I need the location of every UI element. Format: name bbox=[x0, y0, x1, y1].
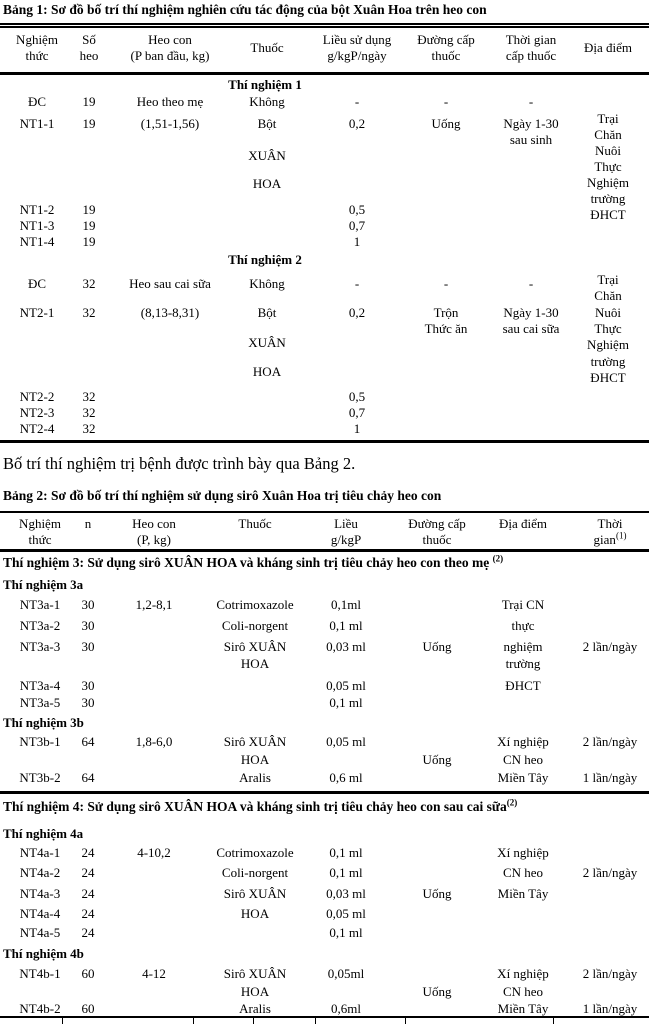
table-cell: heo bbox=[79, 48, 99, 63]
table-cell: 0,03 ml bbox=[326, 886, 366, 901]
table-cell: 0,03 ml bbox=[326, 639, 366, 654]
column-border-tick bbox=[405, 1018, 406, 1024]
table-cell: NT3a-5 bbox=[19, 695, 61, 710]
table-cell: Nghiệm bbox=[19, 516, 61, 531]
table-cell: NT1-3 bbox=[19, 218, 55, 233]
table-cell: NT4a-4 bbox=[19, 906, 61, 921]
table-cell: Xí nghiệp bbox=[497, 966, 549, 981]
table-cell: 0,1ml bbox=[331, 597, 361, 612]
column-border-tick bbox=[315, 1018, 316, 1024]
table-cell: 19 bbox=[82, 234, 96, 249]
table-cell: Xí nghiệp bbox=[497, 845, 549, 860]
table-cell: 19 bbox=[82, 202, 96, 217]
column-border-tick bbox=[62, 1018, 63, 1024]
table-cell: 1 bbox=[353, 421, 361, 436]
table-cell: Không bbox=[249, 94, 285, 109]
table-cell: Heo theo mẹ bbox=[136, 94, 204, 109]
table-cell: sau sinh bbox=[509, 132, 553, 147]
table-cell: trường bbox=[590, 354, 626, 369]
table-cell: 32 bbox=[82, 276, 96, 291]
table-cell: 0,05 ml bbox=[326, 678, 366, 693]
table-cell: - bbox=[528, 94, 534, 109]
table-cell: 64 bbox=[81, 770, 95, 785]
table-cell: cấp thuốc bbox=[505, 48, 557, 63]
table-cell: 1 bbox=[353, 234, 361, 249]
column-border-tick bbox=[553, 1018, 554, 1024]
table-cell: 0,5 bbox=[348, 202, 366, 217]
table-cell: Đường cấp bbox=[408, 516, 466, 531]
table-cell: trường bbox=[590, 191, 626, 206]
table-cell: NT2-3 bbox=[19, 405, 55, 420]
table-cell: 2 lần/ngày bbox=[582, 865, 638, 880]
table-cell: 19 bbox=[82, 218, 96, 233]
table-cell: Liều bbox=[334, 516, 358, 531]
table-cell: n bbox=[84, 516, 92, 531]
table-cell: Liều sử dụng bbox=[322, 32, 392, 47]
table-cell: 60 bbox=[81, 966, 95, 981]
table-cell: Coli-norgent bbox=[221, 618, 289, 633]
table-cell: ĐHCT bbox=[590, 207, 626, 222]
table-cell: HOA bbox=[252, 176, 282, 191]
table-cell: 0,7 bbox=[348, 405, 366, 420]
table-cell: 0,6ml bbox=[331, 1001, 361, 1016]
table-cell: Thức ăn bbox=[424, 321, 468, 336]
table-cell: NT4a-1 bbox=[19, 845, 61, 860]
table-cell: Thực bbox=[594, 321, 622, 336]
table-cell: Nuôi bbox=[595, 143, 621, 158]
table-cell: 30 bbox=[81, 618, 95, 633]
table-cell: 30 bbox=[81, 678, 95, 693]
table-cell: Chăn bbox=[594, 288, 622, 303]
table-cell: Trại CN bbox=[501, 597, 545, 612]
table-cell: NT3a-4 bbox=[19, 678, 61, 693]
table-cell: ĐC bbox=[27, 276, 47, 291]
body-paragraph: Bố trí thí nghiệm trị bệnh được trình bày qua Bảng 2. bbox=[3, 454, 356, 473]
table-cell: Heo con bbox=[132, 516, 176, 531]
table-cell: - bbox=[443, 94, 449, 109]
table-cell: nghiệm bbox=[503, 639, 543, 654]
table-cell: thức bbox=[28, 532, 52, 547]
table-cell: Xí nghiệp bbox=[497, 734, 549, 749]
table-cell: 0,1 ml bbox=[329, 865, 363, 880]
table-cell: 19 bbox=[82, 94, 96, 109]
table-cell: NT4b-1 bbox=[19, 966, 61, 981]
table-cell: gian$^{(1)}$ bbox=[593, 530, 627, 547]
table-cell: 60 bbox=[81, 1001, 95, 1016]
table-rule bbox=[0, 791, 649, 794]
table-cell: Thuốc bbox=[238, 516, 272, 531]
table-cell: Nghiệm bbox=[587, 175, 629, 190]
table-cell: Thời bbox=[597, 516, 623, 531]
table-cell: HOA bbox=[240, 752, 270, 767]
table-rule bbox=[0, 1016, 649, 1018]
table-cell: trường bbox=[505, 656, 541, 671]
table-cell: - bbox=[354, 276, 360, 291]
table-cell: 19 bbox=[82, 116, 96, 131]
table-cell: Ngày 1-30 bbox=[503, 116, 559, 131]
table-cell: NT3a-3 bbox=[19, 639, 61, 654]
table2-title: Bảng 2: Sơ đồ bố trí thí nghiệm sử dụng sirô Xuân Hoa trị tiêu chảy heo con bbox=[3, 488, 442, 503]
table-cell: XUÂN bbox=[248, 148, 286, 163]
subsection-title: Thí nghiệm 3a bbox=[3, 577, 84, 592]
table-cell: ĐC bbox=[27, 94, 47, 109]
table-cell: 32 bbox=[82, 421, 96, 436]
table-cell: sau cai sữa bbox=[502, 321, 560, 336]
table-cell: 0,2 bbox=[348, 305, 366, 320]
table-cell: Nghiệm bbox=[587, 337, 629, 352]
table-cell: NT3a-1 bbox=[19, 597, 61, 612]
table-cell: g/kgP bbox=[330, 532, 362, 547]
subsection-title: Thí nghiệm 4b bbox=[3, 946, 84, 961]
table-cell: Địa điểm bbox=[583, 40, 633, 55]
table-cell: Trại bbox=[597, 111, 619, 126]
table-cell: (1,51-1,56) bbox=[140, 116, 200, 131]
table-cell: 0,05 ml bbox=[326, 734, 366, 749]
table-cell: Trộn bbox=[433, 305, 459, 320]
table-cell: g/kgP/ngày bbox=[327, 48, 387, 63]
table-cell: HOA bbox=[240, 656, 270, 671]
table-cell: Trại bbox=[597, 272, 619, 287]
table-cell: Aralis bbox=[239, 1001, 271, 1016]
table-cell: thức bbox=[25, 48, 49, 63]
table-cell: 0,05ml bbox=[327, 966, 365, 981]
table1-title: Bảng 1: Sơ đồ bố trí thí nghiệm nghiên cứu tác động của bột Xuân Hoa trên heo con bbox=[3, 2, 487, 17]
table-cell: HOA bbox=[240, 906, 270, 921]
table-cell: 24 bbox=[81, 845, 95, 860]
table-cell: NT3b-1 bbox=[19, 734, 61, 749]
table-cell: Uống bbox=[422, 752, 452, 767]
table-cell: 64 bbox=[81, 734, 95, 749]
table-cell: 24 bbox=[81, 886, 95, 901]
table-cell: - bbox=[528, 276, 534, 291]
table-cell: 24 bbox=[81, 925, 95, 940]
section-title: Thí nghiệm 1 bbox=[228, 77, 302, 92]
table-cell: NT2-2 bbox=[19, 389, 55, 404]
table-cell: Heo sau cai sữa bbox=[129, 276, 211, 291]
table-cell: 30 bbox=[81, 597, 95, 612]
table-cell: CN heo bbox=[502, 752, 544, 767]
section-title: Thí nghiệm 2 bbox=[228, 252, 302, 267]
table-cell: Uống bbox=[431, 116, 461, 131]
table-cell: NT1-1 bbox=[19, 116, 55, 131]
table-cell: Miền Tây bbox=[497, 770, 549, 785]
table-cell: HOA bbox=[252, 364, 282, 379]
table-cell: NT3b-2 bbox=[19, 770, 61, 785]
table-cell: Ngày 1-30 bbox=[503, 305, 559, 320]
section-title: Thí nghiệm 3: Sử dụng sirô XUÂN HOA và kháng sinh trị tiêu chảy heo con theo mẹ $^{(2)}$ bbox=[3, 553, 504, 570]
table-cell: 0,1 ml bbox=[329, 925, 363, 940]
table-cell: 0,5 bbox=[348, 389, 366, 404]
table-cell: Thực bbox=[594, 159, 622, 174]
column-border-tick bbox=[193, 1018, 194, 1024]
column-border-tick bbox=[253, 1018, 254, 1024]
table-cell: ĐHCT bbox=[505, 678, 541, 693]
table-cell: (P ban đầu, kg) bbox=[130, 48, 210, 63]
table-cell: 0,1 ml bbox=[329, 845, 363, 860]
table-cell: CN heo bbox=[502, 984, 544, 999]
table-cell: 32 bbox=[82, 305, 96, 320]
table-cell: 0,1 ml bbox=[329, 695, 363, 710]
table-cell: thuốc bbox=[422, 532, 452, 547]
table-cell: 2 lần/ngày bbox=[582, 639, 638, 654]
table-cell: 24 bbox=[81, 906, 95, 921]
table-cell: NT4a-2 bbox=[19, 865, 61, 880]
table-cell: Cotrimoxazole bbox=[216, 597, 294, 612]
table-cell: NT1-4 bbox=[19, 234, 55, 249]
table-cell: Nghiệm bbox=[16, 32, 58, 47]
table-cell: Uống bbox=[422, 639, 452, 654]
table-cell: Sirô XUÂN bbox=[223, 639, 287, 654]
table-cell: Số bbox=[82, 32, 96, 47]
table-cell: Bột bbox=[257, 116, 277, 131]
table-cell: Bột bbox=[257, 305, 277, 320]
table-cell: NT4b-2 bbox=[19, 1001, 61, 1016]
table-cell: Cotrimoxazole bbox=[216, 845, 294, 860]
table-cell: CN heo bbox=[502, 865, 544, 880]
subsection-title: Thí nghiệm 4a bbox=[3, 826, 84, 841]
table-cell: 24 bbox=[81, 865, 95, 880]
table-cell: 30 bbox=[81, 695, 95, 710]
table-cell: (8,13-8,31) bbox=[140, 305, 200, 320]
superscript-note: (2) bbox=[492, 553, 504, 564]
table-cell: Uống bbox=[422, 886, 452, 901]
table-cell: Đường cấp bbox=[417, 32, 475, 47]
table-cell: 0,6 ml bbox=[329, 770, 363, 785]
table-cell: 4-10,2 bbox=[137, 845, 171, 860]
section-title: Thí nghiệm 4: Sử dụng sirô XUÂN HOA và kháng sinh trị tiêu chảy heo con sau cai sữa$^{(2)}$ bbox=[3, 797, 518, 814]
table-cell: 1,8-6,0 bbox=[135, 734, 173, 749]
table-cell: 0,2 bbox=[348, 116, 366, 131]
table-cell: 32 bbox=[82, 405, 96, 420]
table-cell: Heo con bbox=[148, 32, 192, 47]
table-cell: Địa điểm bbox=[498, 516, 548, 531]
superscript-note: (1) bbox=[615, 530, 627, 541]
table-cell: (P, kg) bbox=[137, 532, 171, 547]
superscript-note: (2) bbox=[506, 797, 518, 808]
table-cell: Sirô XUÂN bbox=[223, 966, 287, 981]
table-rule bbox=[0, 511, 649, 513]
table-cell: 0,1 ml bbox=[329, 618, 363, 633]
table-cell: HOA bbox=[240, 984, 270, 999]
table-cell: 32 bbox=[82, 389, 96, 404]
table-cell: 2 lần/ngày bbox=[582, 966, 638, 981]
table-rule bbox=[0, 549, 649, 552]
table-cell: Miền Tây bbox=[497, 886, 549, 901]
table-cell: Không bbox=[249, 276, 285, 291]
table-cell: NT2-4 bbox=[19, 421, 55, 436]
table-cell: NT4a-3 bbox=[19, 886, 61, 901]
table-cell: Coli-norgent bbox=[221, 865, 289, 880]
table-cell: ĐHCT bbox=[590, 370, 626, 385]
table-cell: Sirô XUÂN bbox=[223, 734, 287, 749]
table-cell: XUÂN bbox=[248, 335, 286, 350]
table-cell: Chăn bbox=[594, 127, 622, 142]
table-cell: 1 lần/ngày bbox=[582, 1001, 638, 1016]
table-cell: 0,05 ml bbox=[326, 906, 366, 921]
table-cell: 30 bbox=[81, 639, 95, 654]
table-cell: NT1-2 bbox=[19, 202, 55, 217]
table-cell: NT4a-5 bbox=[19, 925, 61, 940]
table-cell: 1 lần/ngày bbox=[582, 770, 638, 785]
table-cell: Uống bbox=[422, 984, 452, 999]
table-cell: Sirô XUÂN bbox=[223, 886, 287, 901]
table-cell: thực bbox=[511, 618, 535, 633]
subsection-title: Thí nghiệm 3b bbox=[3, 715, 84, 730]
table-cell: Nuôi bbox=[595, 305, 621, 320]
table-cell: 2 lần/ngày bbox=[582, 734, 638, 749]
table-cell: Thuốc bbox=[250, 40, 284, 55]
table-cell: 4-12 bbox=[142, 966, 166, 981]
table-cell: 1,2-8,1 bbox=[135, 597, 173, 612]
table-cell: Thời gian bbox=[505, 32, 557, 47]
table-cell: - bbox=[443, 276, 449, 291]
table-cell: thuốc bbox=[431, 48, 461, 63]
table-cell: Aralis bbox=[239, 770, 271, 785]
table-cell: NT3a-2 bbox=[19, 618, 61, 633]
table-cell: NT2-1 bbox=[19, 305, 55, 320]
table-cell: - bbox=[354, 94, 360, 109]
table-cell: 0,7 bbox=[348, 218, 366, 233]
table-cell: Miền Tây bbox=[497, 1001, 549, 1016]
